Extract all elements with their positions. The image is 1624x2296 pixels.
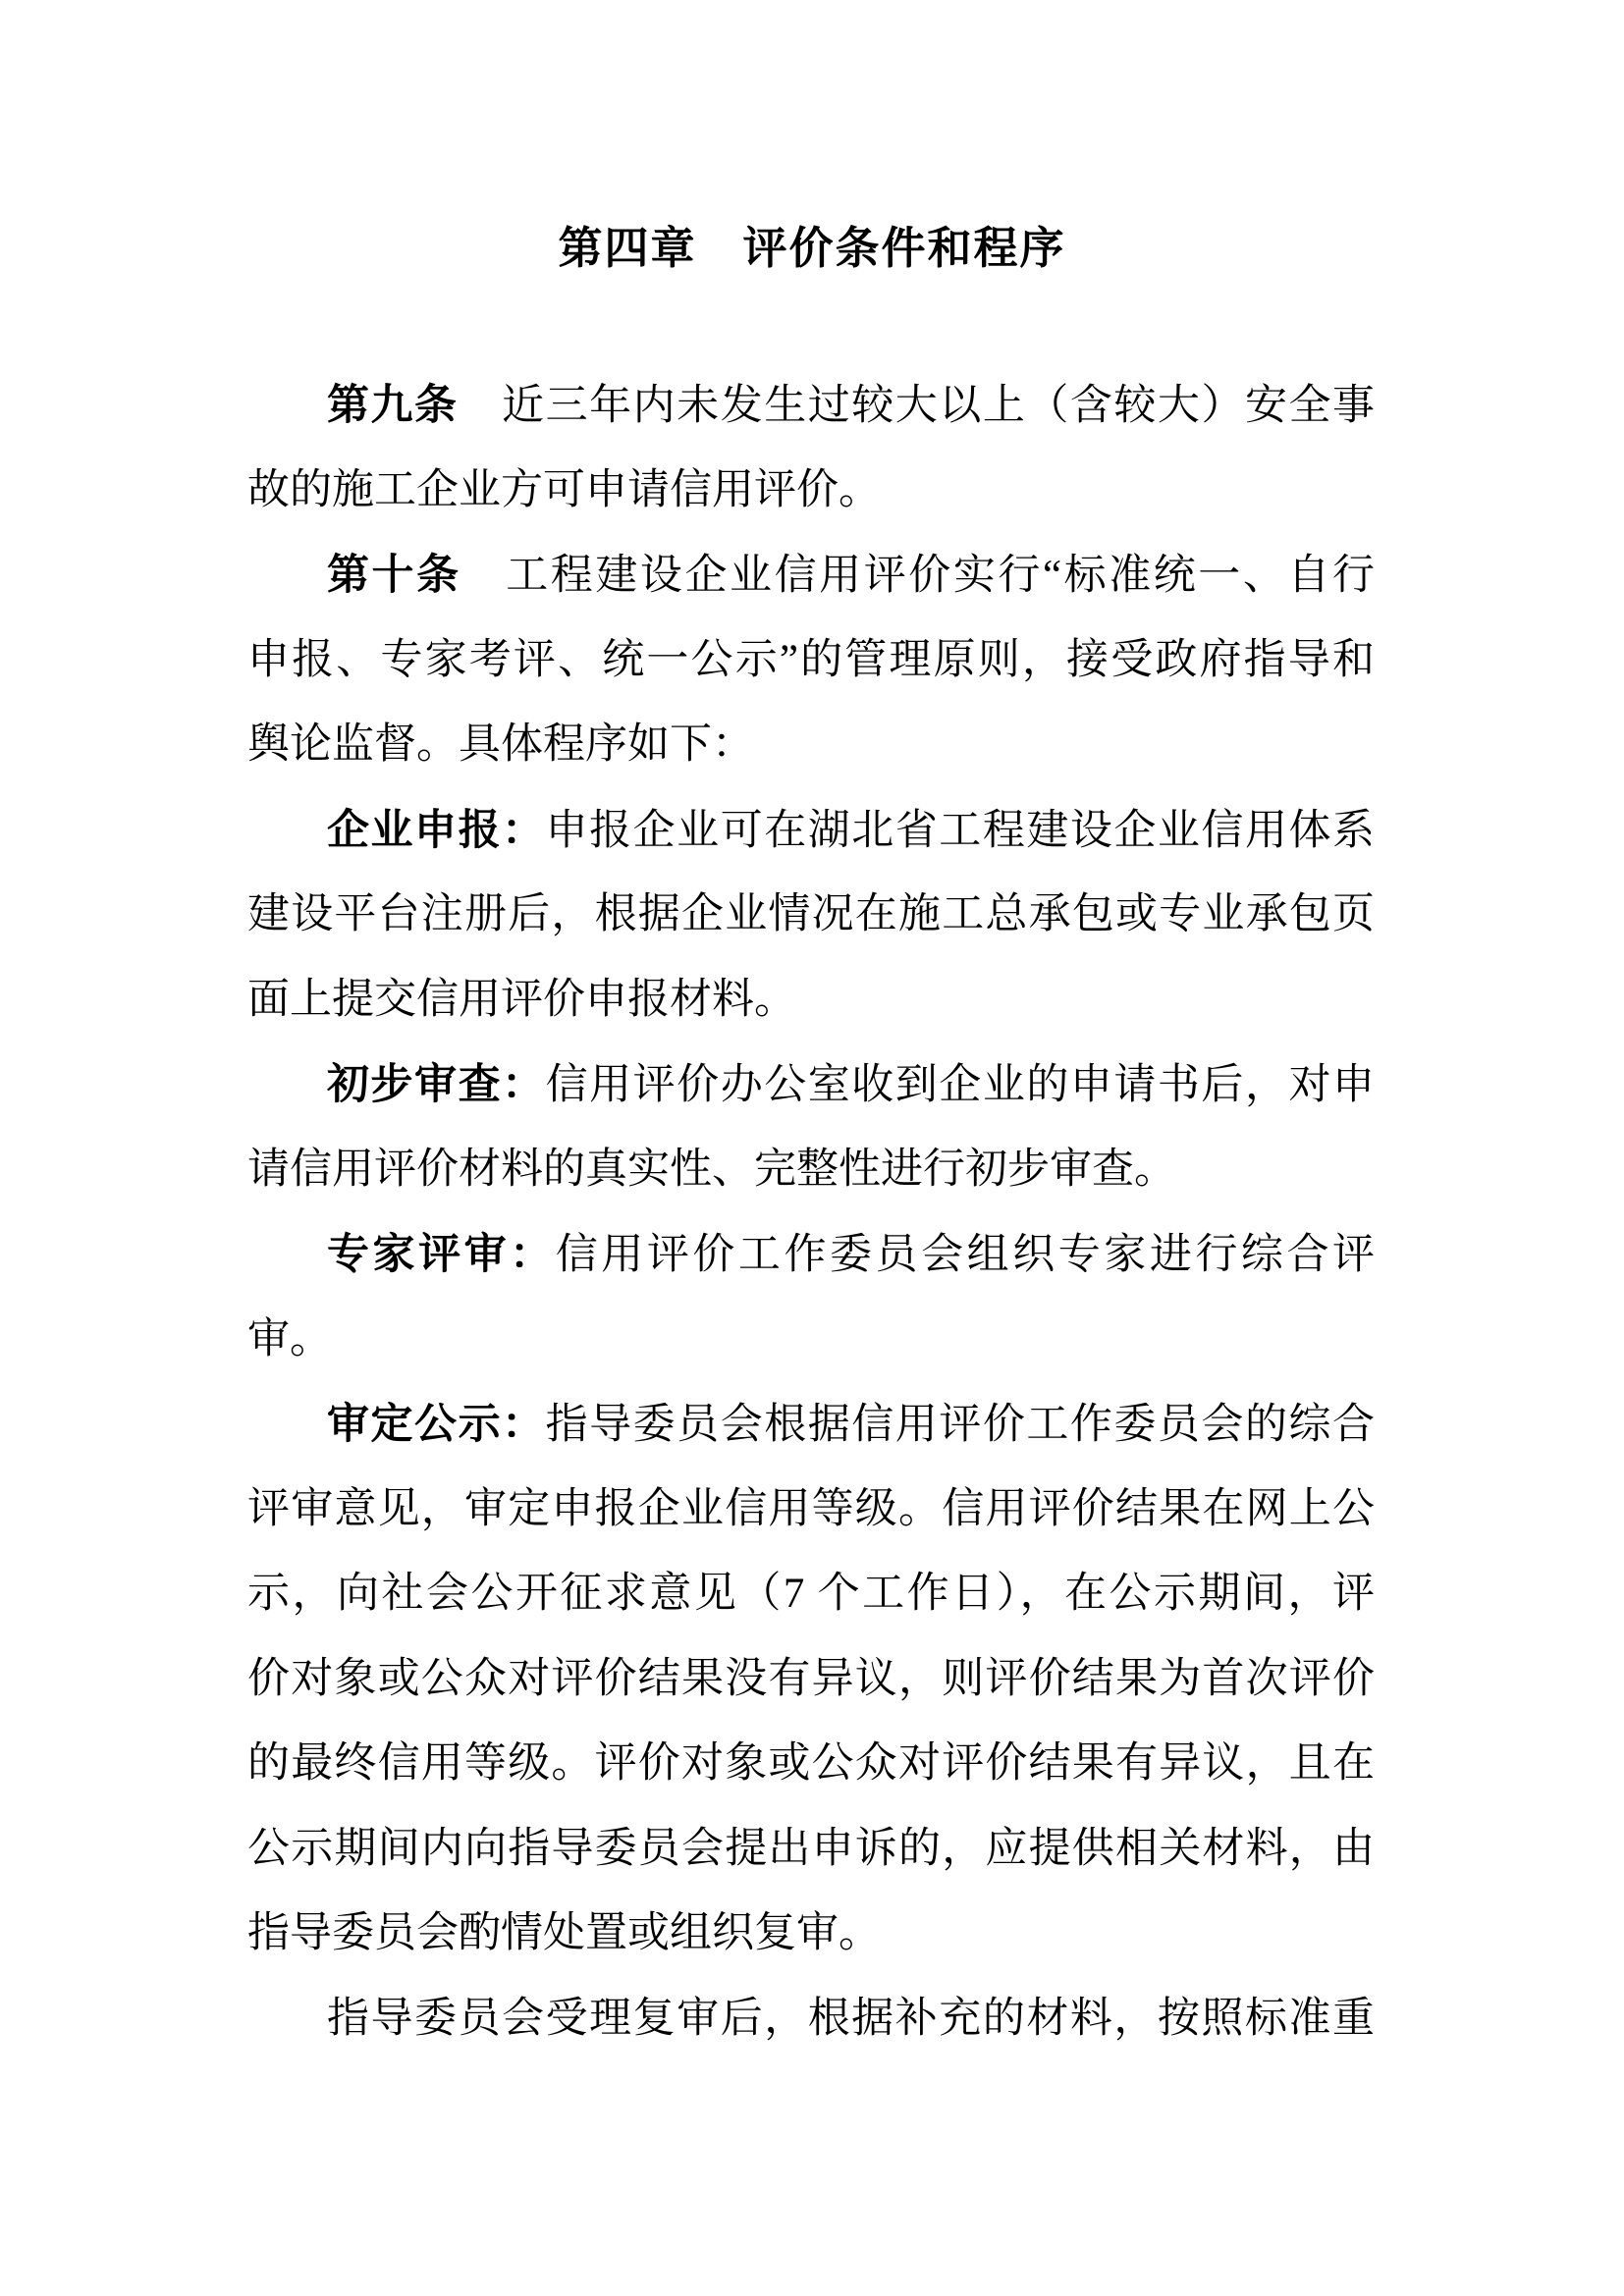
text-run: 指导委员会受理复审后，根据补充的材料，按照标准重 — [327, 1995, 1375, 2042]
text-line — [247, 1892, 1375, 1977]
text-line — [247, 1722, 1375, 1807]
text-line — [247, 1042, 1375, 1128]
document-body — [247, 363, 1375, 2061]
text-line — [247, 618, 1375, 704]
text-run: 工程建设企业信用评价实行“标准统一、自行 — [460, 553, 1375, 599]
text-line — [247, 1382, 1375, 1468]
text-run: 指导委员会酌情处置或组织复审。 — [247, 1910, 881, 1956]
text-run: 建设平台注册后，根据企业情况在施工总承包或专业承包页 — [247, 891, 1375, 937]
text-line — [247, 449, 1375, 534]
text-line — [247, 1637, 1375, 1723]
bold-run: 第九条 — [327, 382, 459, 429]
chapter-title: 第四章 评价条件和程序 — [558, 223, 1066, 273]
text-run: 近三年内未发生过较大以上（含较大）安全事 — [458, 383, 1376, 429]
text-run: 面上提交信用评价申报材料。 — [247, 976, 796, 1023]
bold-run: 企业申报： — [327, 806, 546, 854]
text-run: 指导委员会根据信用评价工作委员会的综合 — [545, 1402, 1376, 1448]
text-run: 故的施工企业方可申请信用评价。 — [247, 466, 881, 513]
text-run: 评审意见，审定申报企业信用等级。信用评价结果在网上公 — [247, 1485, 1375, 1532]
text-run: 公示期间内向指导委员会提出申诉的，应提供相关材料，由 — [247, 1825, 1375, 1872]
text-line — [247, 873, 1375, 958]
text-run: 价对象或公众对评价结果没有异议，则评价结果为首次评价 — [247, 1655, 1375, 1702]
text-run: 申报企业可在湖北省工程建设企业信用体系 — [545, 807, 1376, 854]
text-line — [247, 1212, 1375, 1298]
bold-run: 初步审查： — [327, 1061, 546, 1108]
bold-run: 审定公示： — [327, 1401, 546, 1448]
text-line — [247, 788, 1375, 874]
bold-run: 第十条 — [327, 552, 461, 599]
text-run: 请信用评价材料的真实性、完整性进行初步审查。 — [247, 1146, 1176, 1193]
text-run: 审。 — [247, 1315, 332, 1362]
text-line — [247, 958, 1375, 1043]
text-line — [247, 1128, 1375, 1213]
text-run: 的最终信用等级。评价对象或公众对评价结果有异议，且在 — [247, 1740, 1375, 1787]
text-line — [247, 533, 1375, 618]
text-line — [247, 1468, 1375, 1553]
text-line — [247, 703, 1375, 788]
text-line — [247, 1977, 1375, 2062]
text-line — [247, 1552, 1375, 1637]
text-run: 舆论监督。具体程序如下： — [247, 721, 754, 768]
text-run: 示，向社会公开征求意见（7 个工作日），在公示期间，评 — [247, 1571, 1375, 1617]
text-line — [247, 363, 1375, 449]
text-line — [247, 1807, 1375, 1893]
text-line — [247, 1298, 1375, 1383]
text-run: 信用评价工作委员会组织专家进行综合评 — [555, 1232, 1376, 1278]
bold-run: 专家评审： — [327, 1231, 556, 1278]
text-run: 申报、专家考评、统一公示”的管理原则，接受政府指导和 — [247, 636, 1375, 683]
text-run: 信用评价办公室收到企业的申请书后，对申 — [545, 1062, 1376, 1108]
